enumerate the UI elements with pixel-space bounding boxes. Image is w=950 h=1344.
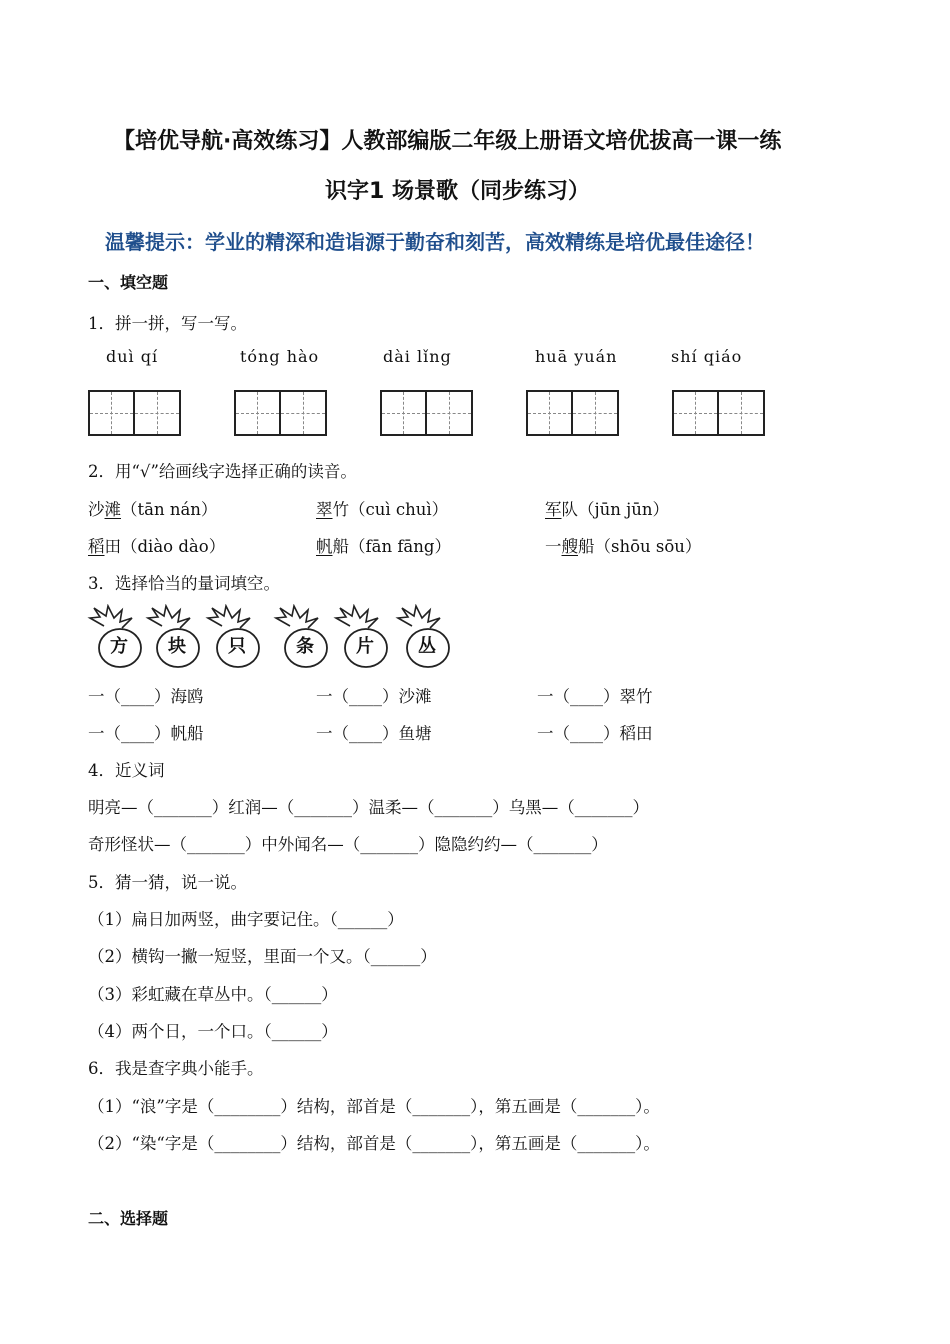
q3-prompt: 3．选择恰当的量词填空。 (88, 574, 280, 593)
q5-item-4[interactable]: （4）两个日，一个口。（______） (88, 1022, 338, 1041)
pinyin-5: shí qiáo (671, 347, 743, 366)
pineapple-icon-option-2 (144, 604, 206, 668)
q3-item-1[interactable]: 一（____）海鸥 (88, 687, 204, 706)
option-char: 片 (356, 636, 374, 657)
q3-item-3[interactable]: 一（____）翠竹 (537, 687, 653, 706)
q4-line-1[interactable]: 明亮—（_______）红润—（_______）温柔—（_______）乌黑—（_______） (88, 798, 649, 817)
option-char: 丛 (418, 636, 436, 657)
pineapple-icon-option-6 (394, 604, 456, 668)
section-heading-choice: 二、选择题 (88, 1209, 169, 1228)
writing-grid-4[interactable] (526, 390, 619, 436)
q6-prompt: 6．我是查字典小能手。 (88, 1059, 264, 1078)
q2-item-6 (545, 533, 701, 557)
q2-item-reading[interactable]: （diào dào） (121, 537, 226, 556)
q2-item-1 (88, 496, 217, 520)
pinyin-2: tóng hào (240, 347, 320, 366)
q2-item-post: 船 (578, 537, 595, 556)
option-char: 块 (168, 636, 186, 657)
writing-grid-5[interactable] (672, 390, 765, 436)
page-title-line1: 【培优导航·高效练习】人教部编版二年级上册语文培优拔高一课一练 (113, 129, 782, 154)
q6-item-2[interactable]: （2）“染“字是（________）结构，部首是（_______），第五画是（_______）。 (88, 1134, 660, 1153)
q5-prompt: 5．猜一猜，说一说。 (88, 873, 247, 892)
q2-item-reading[interactable]: （tān nán） (121, 500, 218, 519)
q2-item-post: 竹 (332, 500, 349, 519)
q2-item-reading[interactable]: （cuì chuì） (349, 500, 449, 519)
q2-prompt: 2．用“√”给画线字选择正确的读音。 (88, 462, 357, 481)
q3-item-5[interactable]: 一（____）鱼塘 (316, 724, 432, 743)
q2-item-underlined: 翠 (316, 500, 333, 519)
q2-item-post: 船 (332, 537, 349, 556)
tip-text: 温馨提示：学业的精深和造诣源于勤奋和刻苦，高效精练是培优最佳途径！ (105, 230, 765, 254)
q3-item-4[interactable]: 一（____）帆船 (88, 724, 204, 743)
q5-item-2[interactable]: （2）横钩一撇一短竖，里面一个又。（______） (88, 947, 437, 966)
q2-item-4 (88, 533, 225, 557)
q2-item-reading[interactable]: （shōu sōu） (594, 537, 702, 556)
writing-grid-3[interactable] (380, 390, 473, 436)
q5-item-3[interactable]: （3）彩虹藏在草丛中。（______） (88, 985, 338, 1004)
q2-item-post: 田 (104, 537, 121, 556)
pineapple-icon-option-5 (332, 604, 394, 668)
q3-item-6[interactable]: 一（____）稻田 (537, 724, 653, 743)
pinyin-4: huā yuán (535, 347, 618, 366)
pinyin-3: dài lǐng (383, 347, 452, 366)
q3-item-2[interactable]: 一（____）沙滩 (316, 687, 432, 706)
pinyin-1: duì qí (106, 347, 159, 366)
writing-grid-2[interactable] (234, 390, 327, 436)
q2-item-2 (316, 496, 448, 520)
q2-item-reading[interactable]: （fān fāng） (349, 537, 451, 556)
option-char: 条 (296, 636, 314, 657)
q6-item-1[interactable]: （1）“浪”字是（________）结构，部首是（_______），第五画是（_______）。 (88, 1097, 660, 1116)
pineapple-icon-option-1 (86, 604, 148, 668)
q5-item-1[interactable]: （1）扁日加两竖，曲字要记住。（______） (88, 910, 404, 929)
pineapple-icon-option-3 (204, 604, 266, 668)
pineapple-icon-option-4 (272, 604, 334, 668)
q4-prompt: 4．近义词 (88, 761, 165, 780)
option-char: 只 (228, 636, 246, 657)
page-title-line2: 识字1 场景歌（同步练习） (325, 179, 590, 204)
q2-item-5 (316, 533, 451, 557)
q2-item-pre: 沙 (88, 500, 105, 519)
q2-item-underlined: 帆 (316, 537, 333, 556)
q2-item-3 (545, 496, 669, 520)
q2-item-underlined: 滩 (104, 500, 121, 519)
option-char: 方 (110, 636, 128, 657)
q2-item-post: 队 (561, 500, 578, 519)
q1-prompt: 1．拼一拼，写一写。 (88, 314, 247, 333)
writing-grid-1[interactable] (88, 390, 181, 436)
q2-item-pre: 一 (545, 537, 562, 556)
section-heading-fill: 一、填空题 (88, 273, 169, 292)
q2-item-reading[interactable]: （jūn jūn） (578, 500, 669, 519)
q2-item-underlined: 军 (545, 500, 562, 519)
q2-item-underlined: 稻 (88, 537, 105, 556)
q4-line-2[interactable]: 奇形怪状—（_______）中外闻名—（_______）隐隐约约—（_______） (88, 835, 608, 854)
q2-item-underlined: 艘 (561, 537, 578, 556)
